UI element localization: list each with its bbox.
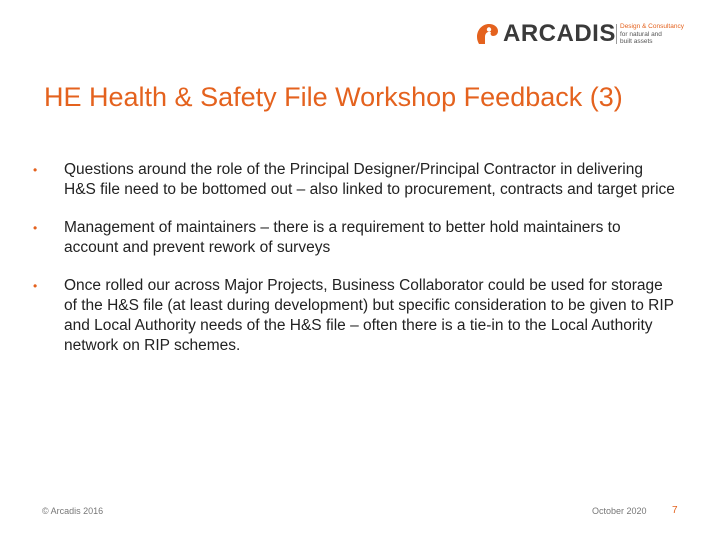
- footer-date: October 2020: [592, 506, 647, 516]
- bullet-item: [28, 276, 678, 356]
- bullet-marker: •: [33, 279, 38, 293]
- bullet-text: Once rolled our across Major Projects, Business Collaborator could be used for storage of the H&S file (at least during development) but specific consideration to be given to RIP and Local Authority needs of the H&S file – often there is a tie-in to the Local Authority network on RIP schemes.: [64, 277, 674, 354]
- logo-tagline-line-3: built assets: [620, 38, 653, 45]
- bullet-marker: •: [33, 221, 38, 235]
- logo-tagline-line-1: Design & Consultancy: [620, 23, 684, 30]
- bullet-item: [28, 218, 678, 258]
- page-number: 7: [672, 505, 678, 516]
- bullet-item: [28, 160, 678, 200]
- logo-divider: [616, 24, 617, 44]
- footer-copyright: © Arcadis 2016: [42, 506, 104, 516]
- logo-tagline: [620, 23, 684, 46]
- slide-title: HE Health & Safety File Workshop Feedback (3): [44, 82, 623, 112]
- bullet-list: [28, 160, 678, 374]
- bullet-marker: •: [33, 163, 38, 177]
- bullet-text: Management of maintainers – there is a requirement to better hold maintainers to account and prevent rework of surveys: [64, 219, 621, 256]
- logo-tagline-line-2: for natural and: [620, 30, 662, 38]
- arcadis-mark-icon: [474, 21, 500, 47]
- bullet-text: Questions around the role of the Principal Designer/Principal Contractor in delivering H&S file need to be bottomed out – also linked to procurement, contracts and target price: [64, 161, 675, 198]
- logo-wordmark: ARCADIS: [503, 20, 616, 47]
